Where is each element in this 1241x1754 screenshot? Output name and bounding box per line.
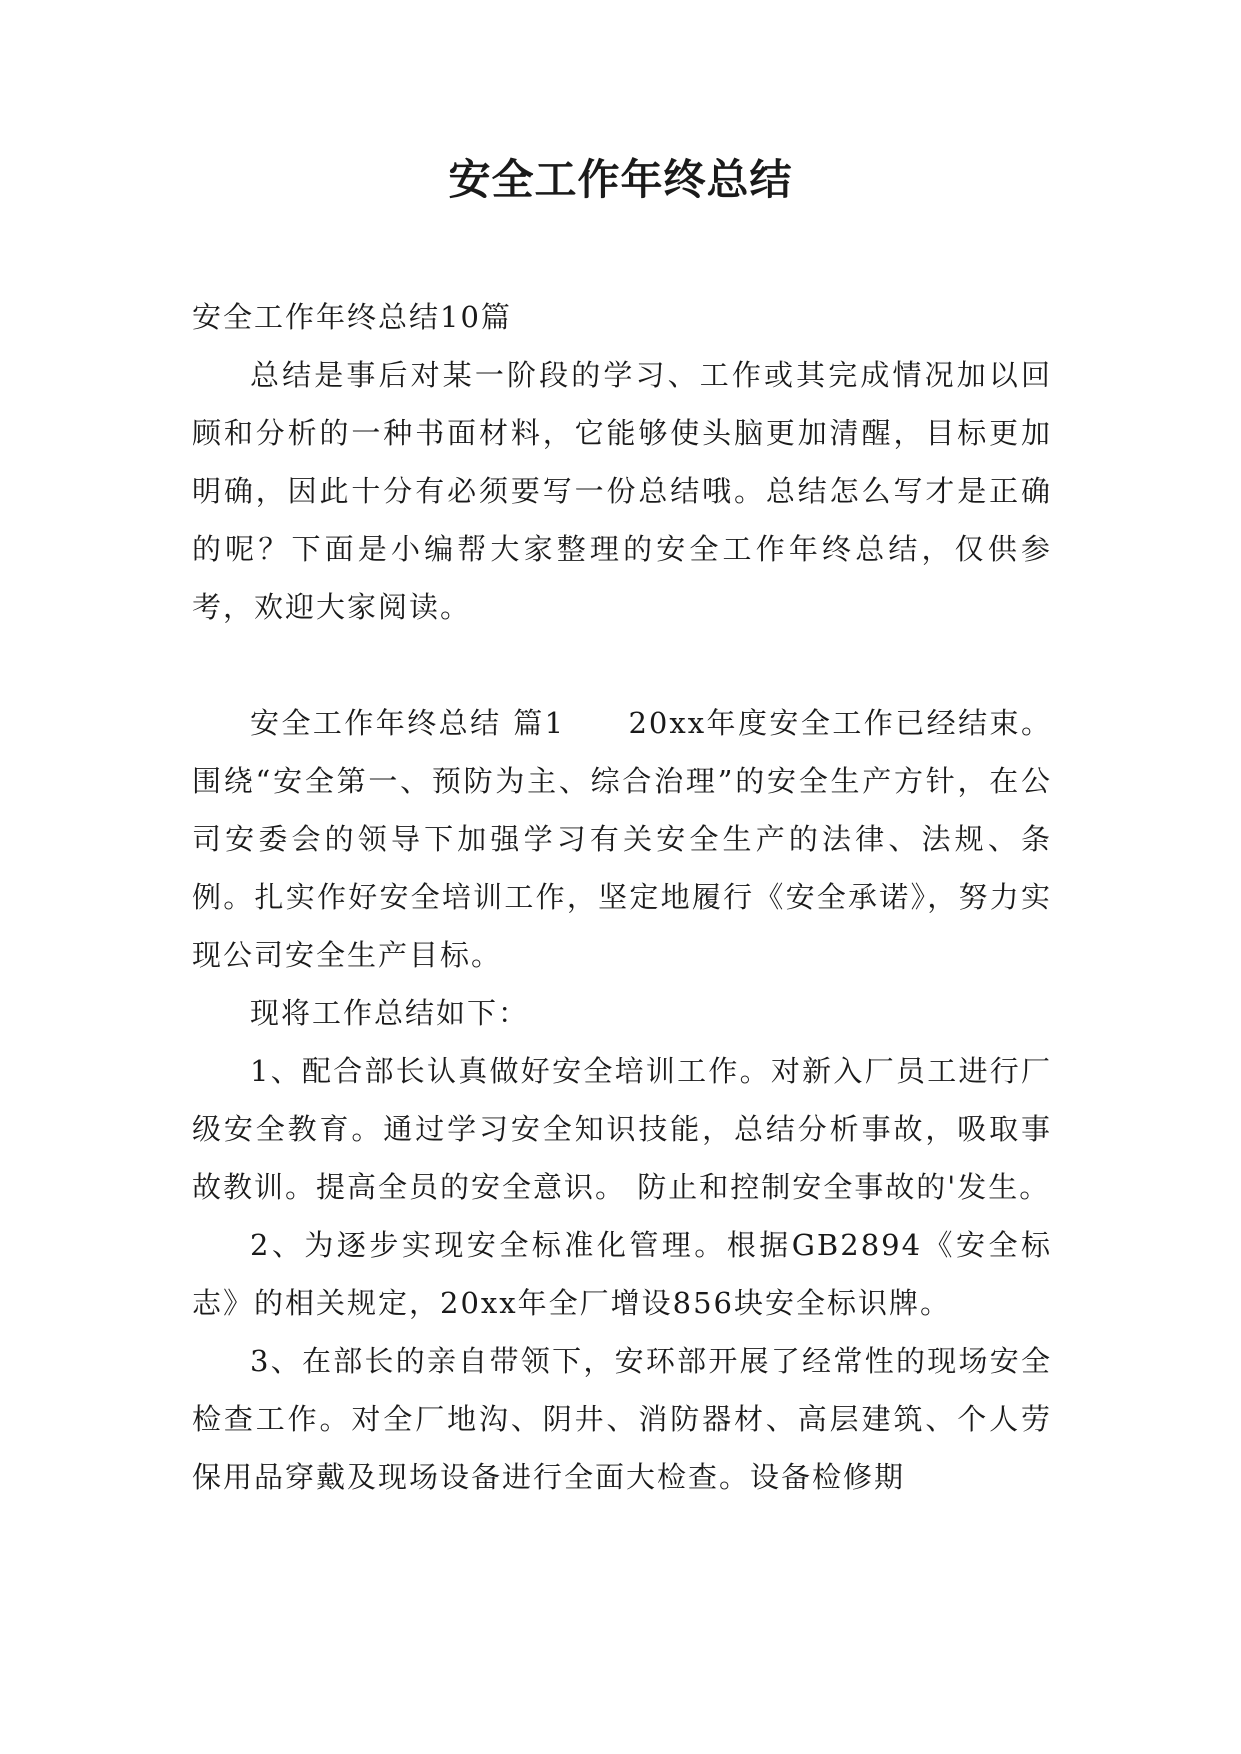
document-title: 安全工作年终总结 bbox=[448, 155, 793, 204]
paragraph-spacer bbox=[192, 636, 1052, 694]
intro-paragraph: 总结是事后对某一阶段的学习、工作或其完成情况加以回顾和分析的一种书面材料，它能够使头脑更加清醒，目标更加明确，因此十分有必须要写一份总结哦。总结怎么写才是正确的呢？下面是小编帮大家整理的安全工作年终总结，仅供参考，欢迎大家阅读。 bbox=[192, 358, 1052, 624]
item-3-paragraph: 3、在部长的亲自带领下，安环部开展了经常性的现场安全检查工作。对全厂地沟、阴井、消防器材、高层建筑、个人劳保用品穿戴及现场设备进行全面大检查。设备检修期 bbox=[192, 1344, 1052, 1494]
item-2-paragraph: 2、为逐步实现安全标准化管理。根据GB2894《安全标志》的相关规定，20xx年全厂增设856块安全标识牌。 bbox=[192, 1228, 1052, 1320]
summary-lead-paragraph: 现将工作总结如下： bbox=[250, 996, 530, 1030]
document-body bbox=[192, 288, 1052, 1506]
item-1-paragraph: 1、配合部长认真做好安全培训工作。对新入厂员工进行厂级安全教育。通过学习安全知识技能，总结分析事故，吸取事故教训。提高全员的安全意识。 防止和控制安全事故的'发生。 bbox=[192, 1054, 1052, 1204]
section-1-paragraph: 安全工作年终总结 篇1 20xx年度安全工作已经结束。围绕“安全第一、预防为主、综合治理”的安全生产方针，在公司安委会的领导下加强学习有关安全生产的法律、法规、条例。扎实作好安全培训工作，坚定地履行《安全承诺》，努力实现公司安全生产目标。 bbox=[192, 706, 1052, 972]
document-subtitle: 安全工作年终总结10篇 bbox=[192, 300, 512, 334]
